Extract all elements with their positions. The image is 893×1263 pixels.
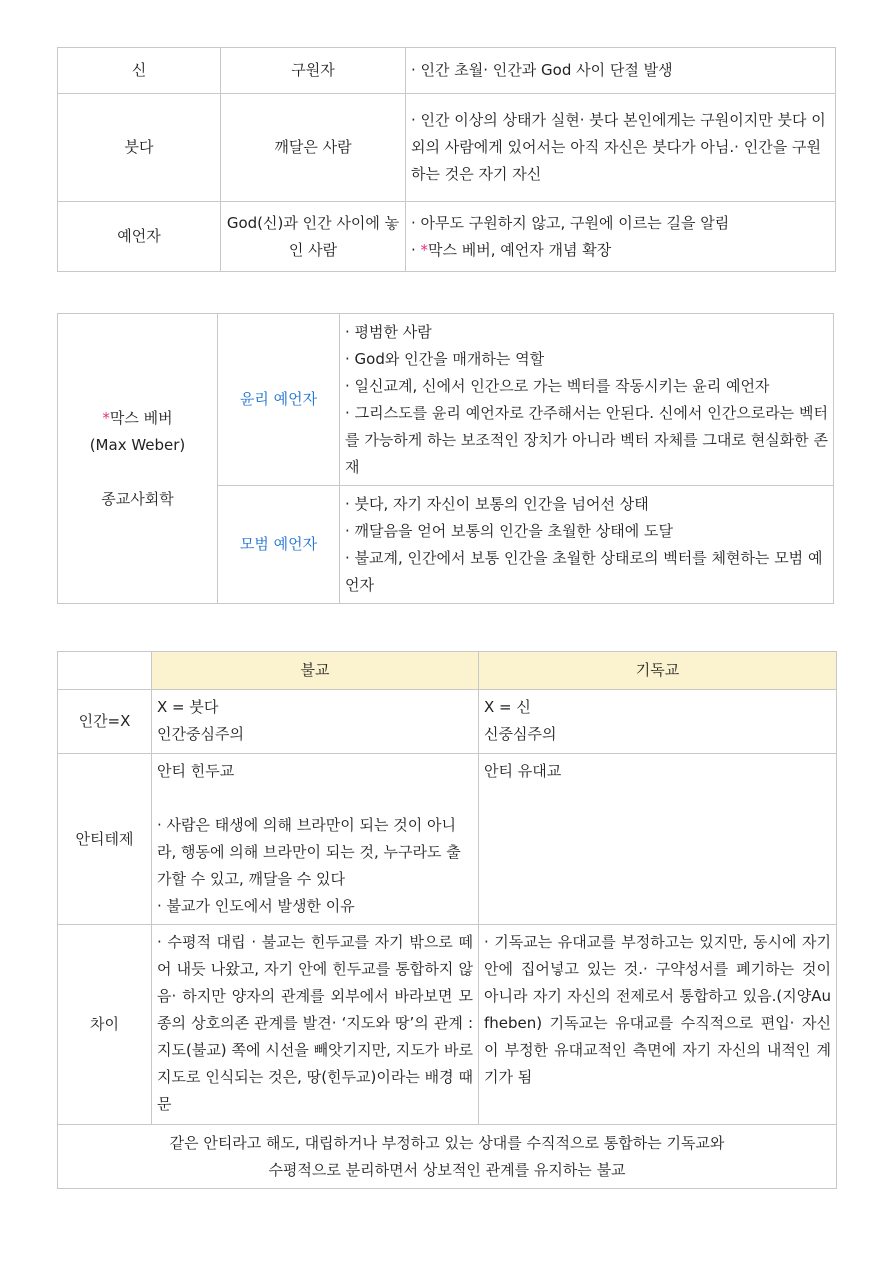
christianity-cell: · 기독교는 유대교를 부정하고는 있지만, 동시에 자기 안에 집어넣고 있는 것.· 구약성서를 폐기하는 것이 아니라 자기 자신의 전제로서 통합하고 있음.(지양Aufheben) 기독교는 유대교를 수직적으로 편입· 자신이 부정한 유대교적인 측면에 자기 자신의 내적인 계기가 됨 — [479, 925, 837, 1125]
asterisk-mark: * — [420, 240, 429, 259]
ethical-prophet-label: 윤리 예언자 — [218, 314, 340, 486]
buddhism-cell — [152, 754, 479, 925]
cell-line: X = 붓다 — [157, 698, 219, 716]
note-text: 막스 베버, 예언자 개념 확장 — [428, 240, 612, 259]
cell-line: · 사람은 태생에 의해 브라만이 되는 것이 아니라, 행동에 의해 브라만이 되는 것, 누구라도 출가할 수 있고, 깨달을 수 있다 — [157, 816, 461, 888]
asterisk-mark: * — [102, 408, 110, 427]
table-row — [58, 314, 834, 486]
row-label: 차이 — [58, 925, 152, 1125]
weber-field: 종교사회학 — [101, 489, 174, 508]
table-footer-row — [58, 1125, 837, 1189]
desc-cell — [406, 202, 836, 272]
table-header-row — [58, 652, 837, 690]
table-row — [58, 925, 837, 1125]
desc-note — [411, 237, 830, 264]
weber-name: *막스 베버 — [102, 408, 173, 427]
table-row — [58, 94, 836, 202]
desc-line: · 평범한 사람 — [345, 322, 432, 341]
cell-line: · 불교가 인도에서 발생한 이유 — [157, 897, 355, 915]
role-cell: 예언자 — [58, 202, 221, 272]
cell-line: 인간중심주의 — [157, 725, 244, 743]
summary-cell — [58, 1125, 837, 1189]
christianity-header: 기독교 — [479, 652, 837, 690]
table-row — [58, 202, 836, 272]
table-row — [58, 690, 837, 754]
role-cell: 붓다 — [58, 94, 221, 202]
cell-line: 신중심주의 — [484, 725, 557, 743]
desc-line: · God와 인간을 매개하는 역할 — [345, 349, 545, 368]
christianity-cell — [479, 690, 837, 754]
buddhism-christianity-table — [57, 651, 837, 1189]
buddhism-cell: · 수평적 대립 · 불교는 힌두교를 자기 밖으로 떼어 내듯 나왔고, 자기 안에 힌두교를 통합하지 않음· 하지만 양자의 관계를 외부에서 바라보면 모종의 상호의존 관계를 발견· ‘지도와 땅’의 관계 : 지도(불교) 쪽에 시선을 빼앗기지만, 지도가 바로 지도로 인식되는 것은, 땅(힌두교)이라는 배경 때문 — [152, 925, 479, 1125]
weber-prophet-table — [57, 313, 834, 604]
exemplary-prophet-desc — [340, 486, 834, 604]
desc-line: · 아무도 구원하지 않고, 구원에 이르는 길을 알림 — [411, 213, 730, 232]
row-label: 안티테제 — [58, 754, 152, 925]
role-cell: 신 — [58, 48, 221, 94]
title-cell: God(신)과 인간 사이에 놓인 사람 — [221, 202, 406, 272]
cell-line: 안티 힌두교 — [157, 762, 235, 780]
weber-cell — [58, 314, 218, 604]
desc-cell: · 인간 초월· 인간과 God 사이 단절 발생 — [406, 48, 836, 94]
table-row — [58, 754, 837, 925]
christianity-cell: 안티 유대교 — [479, 754, 837, 925]
desc-line: · 붓다, 자기 자신이 보통의 인간을 넘어선 상태 — [345, 494, 649, 513]
buddhism-cell — [152, 690, 479, 754]
buddhism-header: 불교 — [152, 652, 479, 690]
empty-header-cell — [58, 652, 152, 690]
table-row — [58, 48, 836, 94]
desc-line: · 그리스도를 윤리 예언자로 간주해서는 안된다. 신에서 인간으로라는 벡터를 가능하게 하는 보조적인 장치가 아니라 벡터 자체를 그대로 현실화한 존재 — [345, 403, 828, 476]
desc-cell: · 인간 이상의 상태가 실현· 붓다 본인에게는 구원이지만 붓다 이외의 사람에게 있어서는 아직 자신은 붓다가 아님.· 인간을 구원하는 것은 자기 자신 — [406, 94, 836, 202]
ethical-prophet-desc — [340, 314, 834, 486]
weber-en: (Max Weber) — [89, 435, 186, 454]
note-prefix: · — [411, 240, 421, 259]
summary-line: 수평적으로 분리하면서 상보적인 관계를 유지하는 불교 — [268, 1160, 626, 1179]
row-label: 인간=X — [58, 690, 152, 754]
desc-line: · 불교계, 인간에서 보통 인간을 초월한 상태로의 벡터를 체현하는 모범 예언자 — [345, 548, 823, 594]
cell-line: X = 신 — [484, 698, 531, 716]
title-cell: 구원자 — [221, 48, 406, 94]
exemplary-prophet-label: 모범 예언자 — [218, 486, 340, 604]
summary-line: 같은 안티라고 해도, 대립하거나 부정하고 있는 상대를 수직적으로 통합하는 기독교와 — [169, 1133, 725, 1152]
prophet-types-table — [57, 47, 836, 272]
title-cell: 깨달은 사람 — [221, 94, 406, 202]
desc-line: · 일신교계, 신에서 인간으로 가는 벡터를 작동시키는 윤리 예언자 — [345, 376, 770, 395]
desc-line: · 깨달음을 얻어 보통의 인간을 초월한 상태에 도달 — [345, 521, 673, 540]
